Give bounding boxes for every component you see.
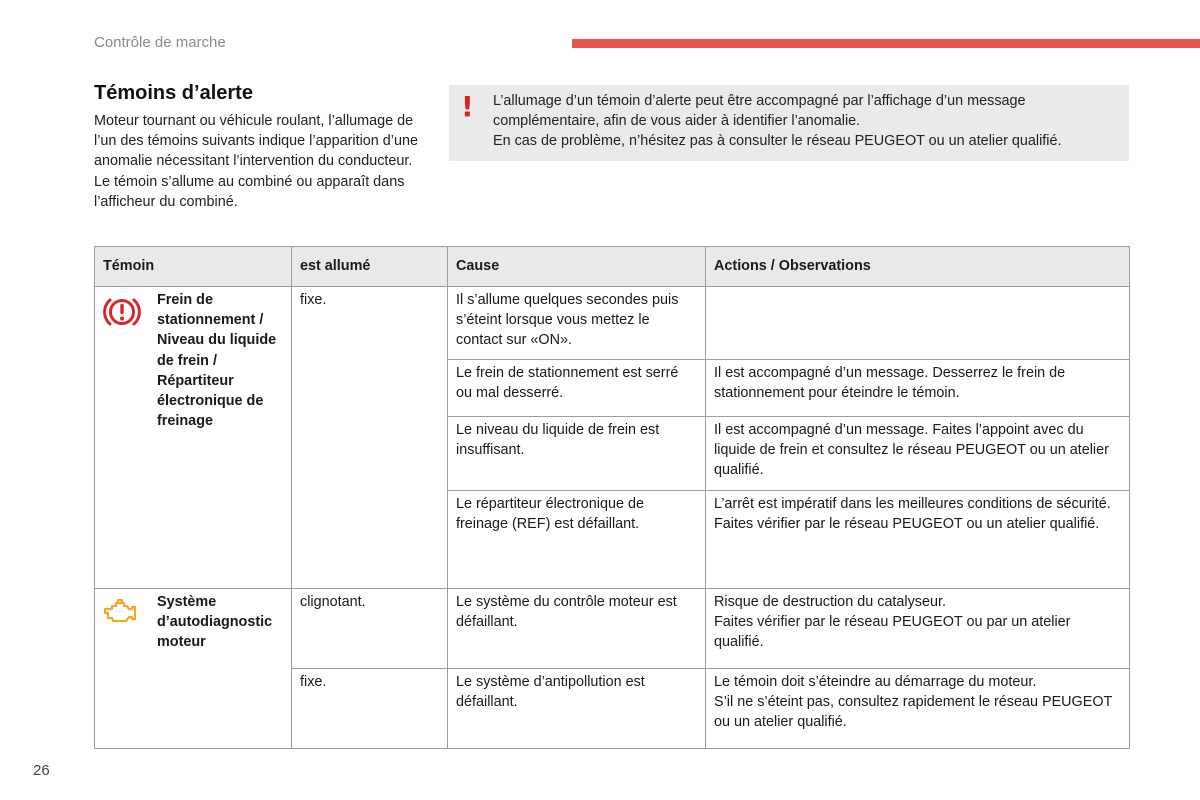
action-text: Risque de destruction du catalyseur. Faites vérifier par le réseau PEUGEOT ou par un atelier qualifié. [714, 594, 1071, 651]
cause-cell: Le système d’antipollution est défaillant. [448, 669, 706, 749]
brake-icon-cell [95, 287, 152, 589]
section-header: Contrôle de marche [94, 34, 226, 51]
intro-text [94, 111, 434, 212]
exclamation-icon: ! [461, 90, 474, 123]
alert-line-2: En cas de problème, n’hésitez pas à consulter le réseau PEUGEOT ou un atelier qualifié. [493, 133, 1062, 150]
header-actions: Actions / Observations [706, 247, 1130, 287]
warning-lights-table [94, 246, 1130, 749]
action-text: L’arrêt est impératif dans les meilleures conditions de sécurité. Faites vérifier par le réseau PEUGEOT ou un atelier qualifié. [714, 496, 1111, 533]
action-cell: Il est accompagné d’un message. Desserrez le frein de stationnement pour éteindre le témoin. [706, 360, 1130, 417]
page-number: 26 [33, 762, 50, 779]
alert-line-1: L’allumage d’un témoin d’alerte peut être accompagné par l’affichage d’un message complémentaire, afin de vous aider à identifier l’anomalie. [493, 93, 1026, 130]
engine-icon-cell [95, 589, 152, 749]
header-accent-bar [572, 39, 1200, 48]
action-cell: Il est accompagné d’un message. Faites l’appoint avec du liquide de frein et consultez le réseau PEUGEOT ou un atelier qualifié. [706, 417, 1130, 491]
cause-cell: Le répartiteur électronique de freinage (REF) est défaillant. [448, 491, 706, 589]
action-cell [706, 669, 1130, 749]
action-cell [706, 491, 1130, 589]
table-row [95, 287, 1130, 360]
brake-warning-icon [103, 295, 141, 329]
action-cell [706, 287, 1130, 360]
warning-name-engine: Système d’autodiagnostic moteur [151, 589, 292, 749]
header-est-allume: est allumé [292, 247, 448, 287]
cause-cell: Le niveau du liquide de frein est insuffisant. [448, 417, 706, 491]
intro-paragraph-1: Moteur tournant ou véhicule roulant, l’allumage de l’un des témoins suivants indique l’apparition d’une anomalie nécessitant l’intervention du conducteur. [94, 113, 418, 170]
state-cell: fixe. [292, 287, 448, 589]
cause-cell: Le frein de stationnement est serré ou mal desserré. [448, 360, 706, 417]
cause-cell: Il s’allume quelques secondes puis s’éteint lorsque vous mettez le contact sur «ON». [448, 287, 706, 360]
warning-name-brake: Frein de stationnement / Niveau du liquide de frein / Répartiteur électronique de freinage [151, 287, 292, 589]
action-text: Le témoin doit s’éteindre au démarrage du moteur. S’il ne s’éteint pas, consultez rapidement le réseau PEUGEOT ou un atelier qualifié. [714, 674, 1113, 731]
header-cause: Cause [448, 247, 706, 287]
state-cell: clignotant. [292, 589, 448, 669]
cause-cell: Le système du contrôle moteur est défaillant. [448, 589, 706, 669]
header-temoin: Témoin [95, 247, 292, 287]
page-title: Témoins d’alerte [94, 82, 253, 104]
state-cell: fixe. [292, 669, 448, 749]
alert-notice [449, 85, 1129, 161]
action-cell [706, 589, 1130, 669]
intro-paragraph-2: Le témoin s’allume au combiné ou apparaît dans l’afficheur du combiné. [94, 173, 405, 210]
table-header-row [95, 247, 1130, 287]
table-row [95, 589, 1130, 669]
engine-check-icon [103, 597, 137, 627]
